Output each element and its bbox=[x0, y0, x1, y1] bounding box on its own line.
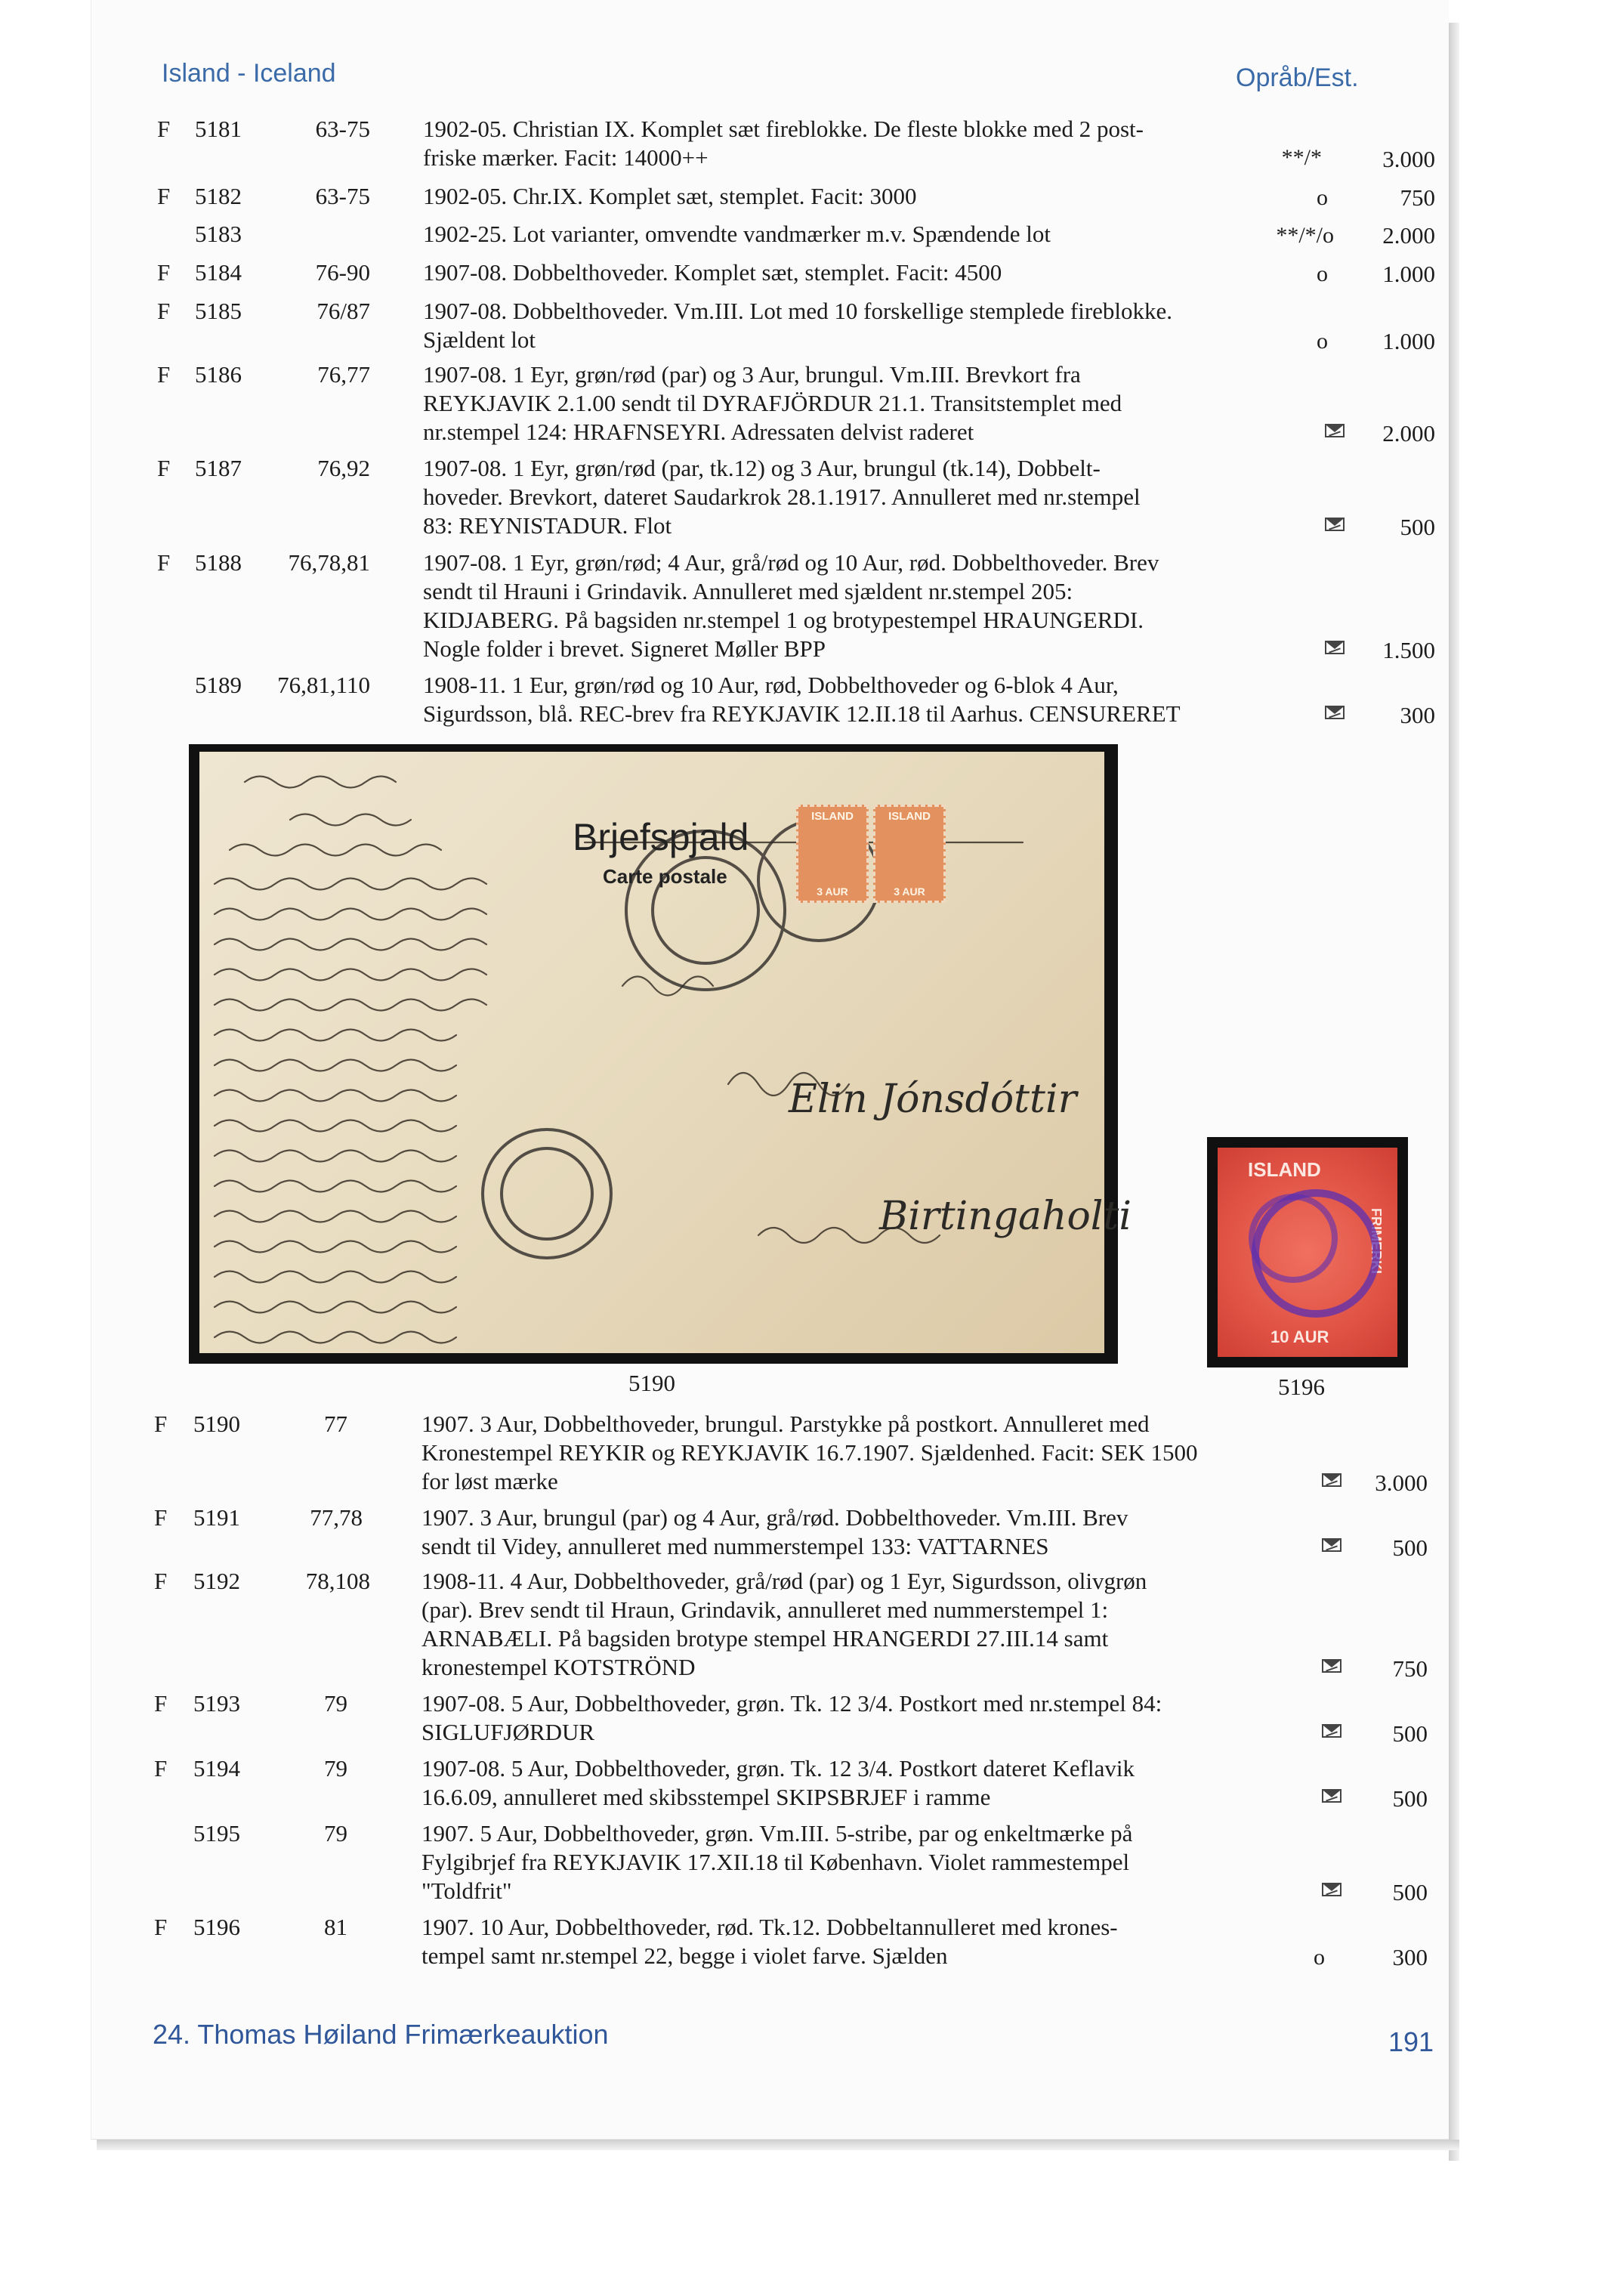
lot-condition: **/*/o bbox=[1276, 223, 1334, 248]
stamp-left bbox=[796, 805, 869, 903]
lot-number: 5194 bbox=[193, 1755, 240, 1782]
lot-number: 5196 bbox=[193, 1914, 240, 1940]
lot-description: 1907. 3 Aur, brungul (par) og 4 Aur, grå/rød. Dobbelthoveder. Vm.III. Brev sendt til Videy, annulleret med nummerstempel 133: VATTARNES bbox=[421, 1504, 1128, 1559]
stamp-label: ISLAND bbox=[811, 810, 854, 823]
lot-price: 500 bbox=[1392, 1879, 1428, 1905]
footer-auction-name: 24. Thomas Høiland Frimærkeauktion bbox=[153, 2019, 609, 2050]
lot-description: 1902-05. Chr.IX. Komplet sæt, stemplet. Facit: 3000 bbox=[423, 183, 917, 209]
lot-number: 5185 bbox=[195, 298, 242, 324]
lot-number: 5183 bbox=[195, 221, 242, 247]
stamp-caption: 5196 bbox=[1278, 1374, 1325, 1400]
lot-description: 1902-25. Lot varianter, omvendte vandmærker m.v. Spændende lot bbox=[423, 221, 1051, 247]
section-title: Island - Iceland bbox=[162, 59, 336, 88]
lot-price: 1.000 bbox=[1382, 328, 1435, 354]
postcard-image bbox=[189, 744, 1132, 1364]
lot-number: 5190 bbox=[193, 1411, 240, 1437]
lot-price: 300 bbox=[1400, 702, 1435, 728]
lot-description: 1907-08. 1 Eyr, grøn/rød (par, tk.12) og 3 Aur, brungul (tk.14), Dobbelt- hoveder. Brevkort, dateret Saudarkrok 28.1.1917. Annulleret med nr.stempel 83: REYNISTADUR. Flot bbox=[423, 455, 1141, 539]
catalogue-number: 79 bbox=[324, 1820, 347, 1846]
catalogue-number: 76,77 bbox=[317, 361, 370, 388]
lot-description: 1907-08. 1 Eyr, grøn/rød (par) og 3 Aur, brungul. Vm.III. Brevkort fra REYKJAVIK 2.1.00 sendt til DYRAFJÖRDUR 21.1. Transitstemplet med nr.stempel 124: HRAFNSEYRI. Adressaten delvist raderet bbox=[423, 361, 1122, 445]
lot-number: 5192 bbox=[193, 1568, 240, 1594]
catalogue-number: 63-75 bbox=[315, 183, 370, 209]
lot-number: 5187 bbox=[195, 455, 242, 481]
single-stamp-image bbox=[1207, 1137, 1408, 1367]
catalogue-number: 77,78 bbox=[310, 1504, 363, 1531]
catalogue-number: 79 bbox=[324, 1755, 347, 1782]
lot-flag: F bbox=[157, 259, 171, 286]
postcard-subtitle: Carte postale bbox=[603, 865, 727, 888]
catalogue-number: 79 bbox=[324, 1690, 347, 1717]
lot-condition bbox=[1274, 1650, 1341, 1679]
lot-number: 5186 bbox=[195, 361, 242, 388]
lot-description: 1907. 10 Aur, Dobbelthoveder, rød. Tk.12. Dobbeltannulleret med krones- tempel samt nr.stempel 22, begge i violet farve. Sjælden bbox=[421, 1914, 1118, 1969]
catalogue-number: 76/87 bbox=[316, 298, 370, 324]
catalogue-number: 77 bbox=[324, 1411, 347, 1437]
lot-number: 5182 bbox=[195, 183, 242, 209]
cover-icon bbox=[1325, 424, 1345, 437]
lot-description: 1907-08. Dobbelthoveder. Vm.III. Lot med 10 forskellige stemplede fireblokke. Sjældent lot bbox=[423, 298, 1173, 353]
lot-price: 750 bbox=[1392, 1655, 1428, 1682]
address-line-2: Birtingaholti bbox=[879, 1194, 1132, 1239]
lot-flag: F bbox=[154, 1504, 168, 1531]
page-shadow-bottom bbox=[97, 2140, 1459, 2150]
lot-condition: o bbox=[1317, 261, 1328, 286]
postcard-title: Brjefspjald bbox=[573, 816, 749, 858]
lot-number: 5181 bbox=[195, 116, 242, 142]
stamp-value: 3 AUR bbox=[817, 885, 848, 898]
catalogue-number: 81 bbox=[324, 1914, 347, 1940]
lot-price: 750 bbox=[1400, 184, 1435, 211]
lot-flag: F bbox=[154, 1568, 168, 1594]
lot-condition: **/* bbox=[1281, 145, 1322, 170]
cover-icon bbox=[1325, 518, 1345, 531]
single-stamp-surface bbox=[1218, 1148, 1397, 1357]
single-stamp-value: 10 AUR bbox=[1270, 1327, 1329, 1346]
lot-description: 1902-05. Christian IX. Komplet sæt fireblokke. De fleste blokke med 2 post- friske mærker. Facit: 14000++ bbox=[423, 116, 1144, 171]
lot-flag: F bbox=[157, 116, 171, 142]
catalogue-number: 76-90 bbox=[315, 259, 370, 286]
lot-flag: F bbox=[154, 1755, 168, 1782]
lot-condition bbox=[1274, 1529, 1341, 1558]
lot-number: 5189 bbox=[195, 672, 242, 698]
single-stamp-label: ISLAND bbox=[1248, 1158, 1321, 1181]
lot-description: 1907-08. 5 Aur, Dobbelthoveder, grøn. Tk. 12 3/4. Postkort dateret Keflavik 16.6.09, annulleret med skibsstempel SKIPSBRJEF i ramme bbox=[421, 1755, 1135, 1810]
lot-flag: F bbox=[154, 1690, 168, 1717]
catalogue-number: 76,92 bbox=[317, 455, 370, 481]
violet-cancellation bbox=[1218, 1148, 1397, 1357]
lot-condition bbox=[1277, 415, 1345, 443]
lot-number: 5188 bbox=[195, 549, 242, 576]
lot-condition bbox=[1277, 508, 1345, 537]
lot-number: 5193 bbox=[193, 1690, 240, 1717]
cover-icon bbox=[1325, 641, 1345, 654]
lot-price: 1.500 bbox=[1382, 637, 1435, 663]
address-line-1: Elin Jónsdóttir bbox=[789, 1077, 1077, 1122]
column-heading-estimate: Opråb/Est. bbox=[1236, 63, 1359, 92]
lot-condition bbox=[1277, 632, 1345, 660]
lot-flag: F bbox=[157, 549, 171, 576]
lot-description: 1907-08. 1 Eyr, grøn/rød; 4 Aur, grå/rød og 10 Aur, rød. Dobbelthoveder. Brev sendt til Hrauni i Grindavik. Annulleret med sjældent nr.stempel 205: KIDJABERG. På bagsiden nr.stempel 1 og brotypestempel HRAUNGERDI. Nogle folder i brevet. Signeret Møller BPP bbox=[423, 549, 1159, 662]
lot-condition: o bbox=[1314, 1945, 1325, 1970]
lot-condition bbox=[1274, 1715, 1341, 1744]
postcard-surface bbox=[199, 752, 1132, 1353]
lot-price: 500 bbox=[1392, 1720, 1428, 1747]
lot-condition bbox=[1274, 1874, 1341, 1902]
stamp-label: ISLAND bbox=[888, 810, 931, 823]
lot-price: 1.000 bbox=[1382, 261, 1435, 287]
lot-flag: F bbox=[157, 183, 171, 209]
cover-icon bbox=[1325, 706, 1345, 719]
lot-description: 1907. 3 Aur, Dobbelthoveder, brungul. Parstykke på postkort. Annulleret med Kronestempel REYKIR og REYKJAVIK 16.7.1907. Sjældenhed. Facit: SEK 1500 for løst mærke bbox=[421, 1411, 1198, 1494]
catalogue-number: 78,108 bbox=[305, 1568, 370, 1594]
lot-description: 1908-11. 1 Eur, grøn/rød og 10 Aur, rød, Dobbelthoveder og 6-blok 4 Aur, Sigurdsson, blå. REC-brev fra REYKJAVIK 12.II.18 til Aarhus. CENSURERET bbox=[423, 672, 1181, 727]
lot-flag: F bbox=[157, 455, 171, 481]
catalogue-number: 76,81,110 bbox=[277, 672, 370, 698]
lot-condition bbox=[1274, 1464, 1341, 1493]
lot-flag: F bbox=[157, 298, 171, 324]
lot-flag: F bbox=[157, 361, 171, 388]
catalogue-number: 76,78,81 bbox=[288, 549, 370, 576]
lot-number: 5184 bbox=[195, 259, 242, 286]
lot-price: 500 bbox=[1392, 1785, 1428, 1812]
stamp-right bbox=[873, 805, 946, 903]
lot-number: 5191 bbox=[193, 1504, 240, 1531]
lot-price: 500 bbox=[1400, 514, 1435, 540]
lot-condition bbox=[1277, 697, 1345, 725]
lot-price: 2.000 bbox=[1382, 222, 1435, 249]
lot-price: 300 bbox=[1392, 1944, 1428, 1970]
page-shadow-right bbox=[1449, 23, 1459, 2161]
lot-description: 1907-08. 5 Aur, Dobbelthoveder, grøn. Tk. 12 3/4. Postkort med nr.stempel 84: SIGLUFJØRDUR bbox=[421, 1690, 1162, 1745]
lot-condition: o bbox=[1317, 185, 1328, 210]
lot-number: 5195 bbox=[193, 1820, 240, 1846]
page-number: 191 bbox=[1388, 2026, 1434, 2057]
single-stamp-side-text: FRIMERKI bbox=[1369, 1208, 1384, 1274]
lot-price: 2.000 bbox=[1382, 420, 1435, 447]
lot-flag: F bbox=[154, 1411, 168, 1437]
lot-condition bbox=[1274, 1780, 1341, 1809]
lot-description: 1908-11. 4 Aur, Dobbelthoveder, grå/rød (par) og 1 Eyr, Sigurdsson, olivgrøn (par). Brev sendt til Hraun, Grindavik, annulleret med nummerstempel 1: ARNABÆLI. På bagsiden brotype stempel HRANGERDI 27.III.14 samt kronestempel KOTSTRÖND bbox=[421, 1568, 1147, 1680]
lot-description: 1907-08. Dobbelthoveder. Komplet sæt, stemplet. Facit: 4500 bbox=[423, 259, 1002, 286]
lot-price: 3.000 bbox=[1375, 1469, 1428, 1496]
stamp-value: 3 AUR bbox=[894, 885, 925, 898]
postcard-caption: 5190 bbox=[628, 1370, 675, 1396]
lot-flag: F bbox=[154, 1914, 168, 1940]
lot-description: 1907. 5 Aur, Dobbelthoveder, grøn. Vm.III. 5-stribe, par og enkeltmærke på Fylgibrjef fra REYKJAVIK 17.XII.18 til København. Violet rammestempel "Toldfrit" bbox=[421, 1820, 1133, 1904]
lot-price: 500 bbox=[1392, 1534, 1428, 1561]
catalogue-number: 63-75 bbox=[315, 116, 370, 142]
lot-price: 3.000 bbox=[1382, 146, 1435, 172]
lot-condition: o bbox=[1317, 329, 1328, 354]
